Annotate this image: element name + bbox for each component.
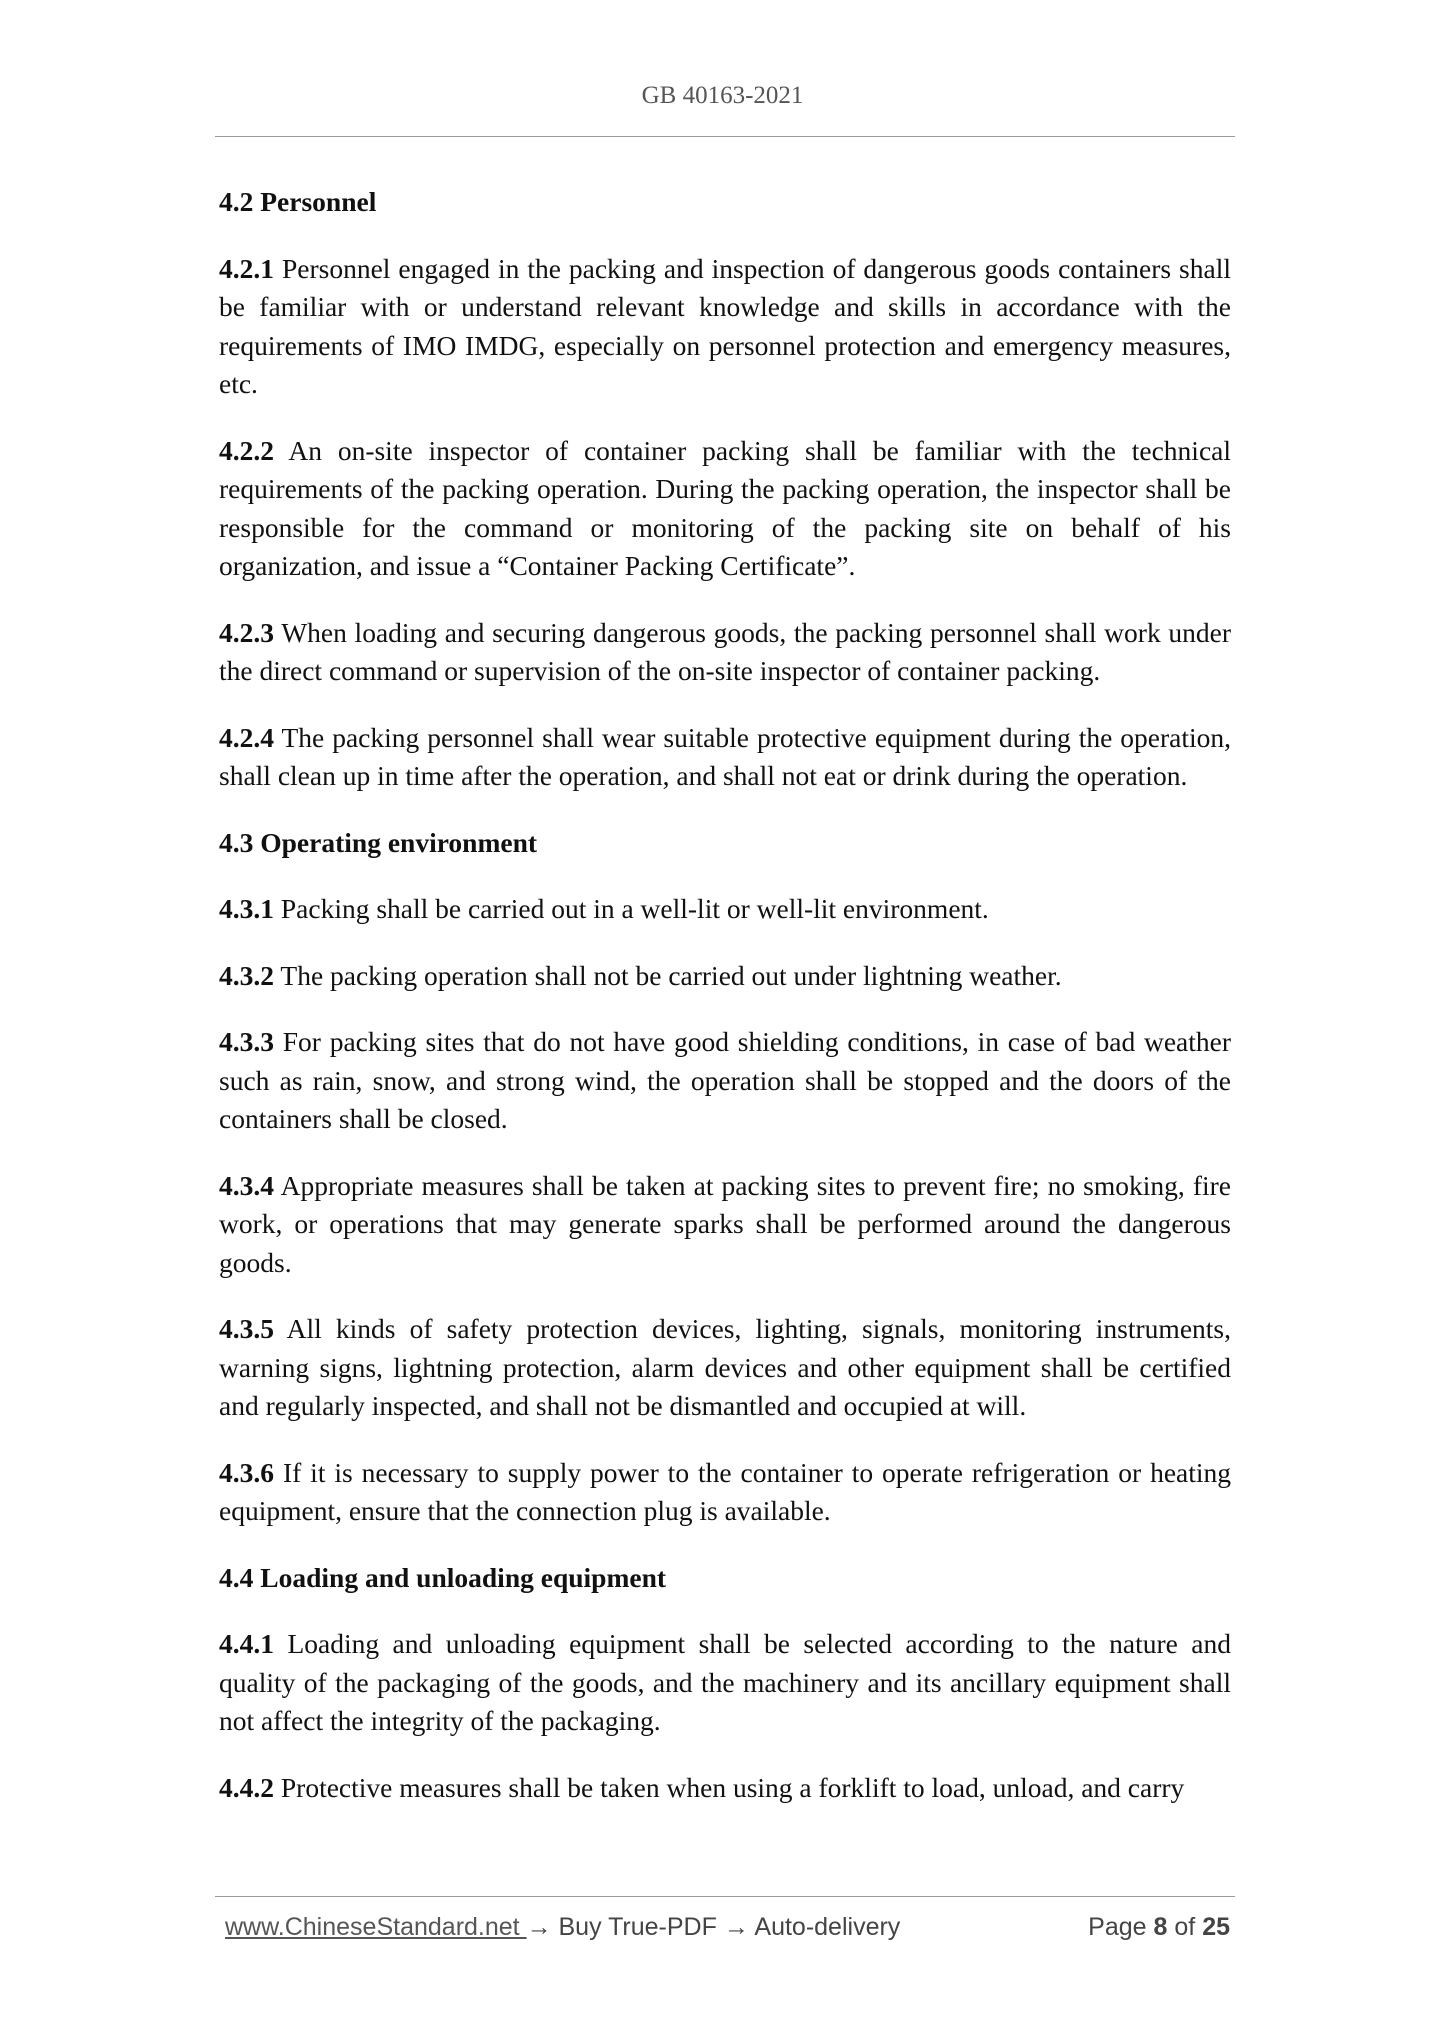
clause-text: An on-site inspector of container packing shall be familiar with the technical requirements of the packing operation. During the packing operation, the inspector shall be responsible for the command or monitoring of the packing site on behalf of his organization, and issue a “Container Packing Certificate”. xyxy=(219,434,1231,581)
clause-text: Appropriate measures shall be taken at packing sites to prevent fire; no smoking, fire work, or operations that may generate sparks shall be performed around the dangerous goods. xyxy=(219,1169,1232,1278)
page-number: 8 xyxy=(1153,1913,1168,1941)
footer-left xyxy=(225,1913,900,1942)
page-header: GB 40163-2021 xyxy=(641,82,804,109)
clause-text: Protective measures shall be taken when using a forklift to load, unload, and carry xyxy=(280,1771,1185,1803)
clause-4-3-2 xyxy=(219,957,1231,996)
clause-number: 4.3.5 xyxy=(219,1313,274,1344)
clause-number: 4.2.3 xyxy=(219,616,274,648)
clause-number: 4.2.1 xyxy=(219,252,274,284)
clause-text: The packing operation shall not be carried out under lightning weather. xyxy=(280,959,1062,991)
of-label: of xyxy=(1174,1913,1196,1941)
clause-4-3-4 xyxy=(219,1167,1231,1283)
clause-4-2-4 xyxy=(219,719,1231,796)
section-heading-4-3: 4.3 Operating environment xyxy=(219,826,538,858)
section-heading-4-2: 4.2 Personnel xyxy=(219,186,377,217)
clause-number: 4.3.4 xyxy=(219,1169,274,1201)
clause-4-4-2 xyxy=(219,1769,1231,1808)
clause-4-2-3 xyxy=(219,614,1231,691)
clause-4-4-1 xyxy=(219,1625,1231,1741)
clause-number: 4.3.2 xyxy=(219,959,274,991)
page-indicator xyxy=(1088,1913,1230,1942)
clause-number: 4.2.2 xyxy=(219,434,274,466)
clause-4-3-3 xyxy=(219,1023,1231,1139)
page-label: Page xyxy=(1088,1913,1147,1941)
clause-number: 4.3.6 xyxy=(219,1456,274,1488)
clause-text: For packing sites that do not have good shielding conditions, in case of bad weather such as rain, snow, and strong wind, the operation shall be stopped and the doors of the containers shall be closed. xyxy=(219,1026,1231,1134)
header-rule xyxy=(215,136,1235,137)
clause-text: Personnel engaged in the packing and inspection of dangerous goods containers shall be familiar with or understand relevant knowledge and skills in accordance with the requirements of IMO IMDG, especially on personnel protection and emergency measures, etc. xyxy=(219,252,1231,399)
footer-tagline: → Buy True-PDF → Auto-delivery xyxy=(526,1913,901,1941)
clause-number: 4.4.2 xyxy=(219,1771,274,1803)
clause-4-3-5 xyxy=(219,1310,1231,1426)
page-total: 25 xyxy=(1202,1913,1230,1941)
section-heading-4-4: 4.4 Loading and unloading equipment xyxy=(219,1561,667,1593)
clause-4-3-6 xyxy=(219,1454,1231,1531)
document-body xyxy=(219,183,1231,1835)
clause-text: Loading and unloading equipment shall be selected according to the nature and quality of the packaging of the goods, and the machinery and its ancillary equipment shall not affect the integrity of the packaging. xyxy=(219,1628,1232,1736)
clause-4-2-1 xyxy=(219,250,1231,404)
clause-number: 4.3.1 xyxy=(219,893,274,924)
clause-4-2-2 xyxy=(219,432,1231,586)
clause-number: 4.4.1 xyxy=(219,1628,274,1659)
clause-text: The packing personnel shall wear suitable protective equipment during the operation, shall clean up in time after the operation, and shall not eat or drink during the operation. xyxy=(219,721,1231,791)
clause-text: When loading and securing dangerous goods, the packing personnel shall work under the direct command or supervision of the on-site inspector of container packing. xyxy=(219,616,1231,686)
footer-rule xyxy=(215,1896,1235,1897)
clause-text: All kinds of safety protection devices, lighting, signals, monitoring instruments, warning signs, lightning protection, alarm devices and other equipment shall be certified and regularly inspected, and shall not be dismantled and occupied at will. xyxy=(219,1313,1231,1421)
clause-number: 4.2.4 xyxy=(219,721,274,753)
clause-text: If it is necessary to supply power to the container to operate refrigeration or heating equipment, ensure that the connection plug is available. xyxy=(219,1456,1232,1526)
clause-number: 4.3.3 xyxy=(219,1026,274,1057)
website-link[interactable]: www.ChineseStandard.net xyxy=(225,1913,527,1941)
clause-text: Packing shall be carried out in a well-lit or well-lit environment. xyxy=(280,893,989,924)
clause-4-3-1 xyxy=(219,890,1231,929)
page-footer xyxy=(225,1913,1230,1953)
